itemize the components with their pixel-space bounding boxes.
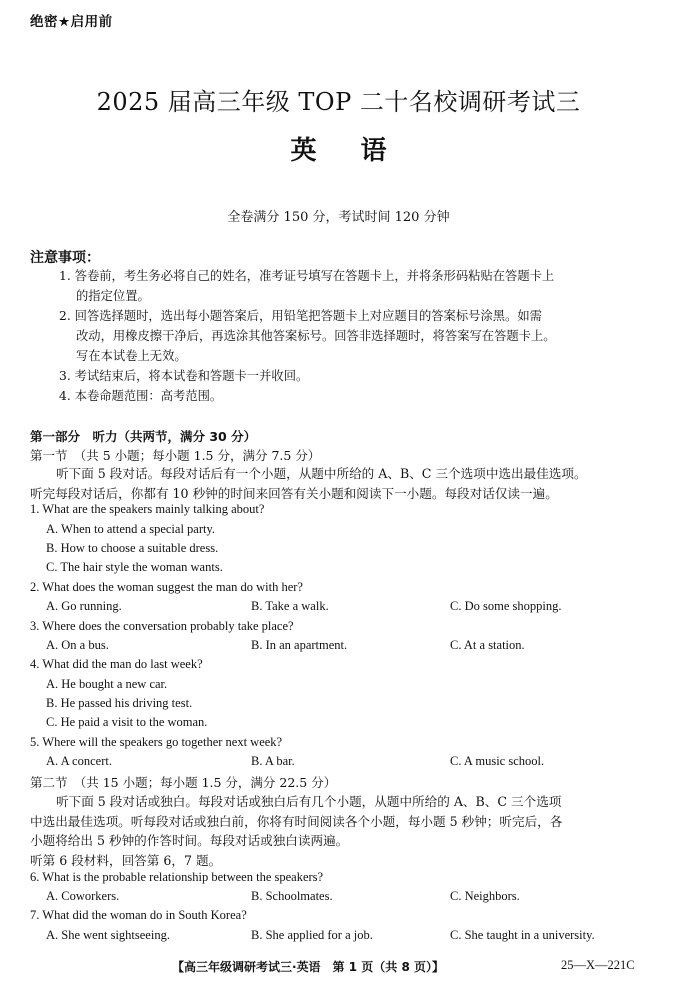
instruction-line: 中选出最佳选项。听每段对话或独白前，你将有时间阅读各个小题，每小题 5 秒钟；听完后，各 (30, 813, 563, 829)
note-line: 1. 答卷前，考生务必将自己的姓名，准考证号填写在答题卡上，并将条形码粘贴在答题卡上 (59, 269, 555, 283)
instruction-line: 听下面 5 段对话。每段对话后有一个小题，从题中所给的 A、B、C 三个选项中选出最佳选项。 (56, 466, 587, 481)
exam-info: 全卷满分 150 分，考试时间 120 分钟 (227, 210, 450, 225)
option-6c: C. Neighbors. (450, 889, 520, 903)
note-line: 2. 回答选择题时，选出每小题答案后，用铅笔把答题卡上对应题目的答案标号涂黑。如需 (59, 309, 542, 323)
option-7a: A. She went sightseeing. (46, 928, 170, 942)
footer-code: 25—X—221C (561, 958, 635, 972)
note-item (59, 306, 659, 366)
option-5c: C. A music school. (450, 754, 545, 768)
option-6a: A. Coworkers. (46, 889, 120, 903)
note-line: 的指定位置。 (76, 289, 150, 303)
note-item (59, 266, 659, 306)
part1-heading: 第一部分 听力（共两节，满分 30 分） (30, 429, 257, 444)
note-item (59, 366, 659, 386)
question-3: 3. Where does the conversation probably take place? (30, 619, 294, 633)
question-1: 1. What are the speakers mainly talking about? (30, 502, 265, 516)
footer-page-info: 【高三年级调研考试三·英语 第 1 页（共 8 页）】 (172, 960, 444, 974)
instruction-line: 听下面 5 段对话或独白。每段对话或独白后有几个小题，从题中所给的 A、B、C 三个选项 (56, 794, 562, 809)
subject-title (0, 130, 677, 167)
question-7: 7. What did the woman do in South Korea? (30, 908, 247, 922)
question-6: 6. What is the probable relationship between the speakers? (30, 870, 324, 884)
option-4a: A. He bought a new car. (46, 677, 168, 691)
option-2c: C. Do some shopping. (450, 599, 562, 613)
question-5: 5. Where will the speakers go together next week? (30, 735, 283, 749)
note-line: 改动，用橡皮擦干净后，再选涂其他答案标号。回答非选择题时，将答案写在答题卡上。 (76, 329, 556, 343)
note-line: 写在本试卷上无效。 (76, 349, 187, 363)
option-1c: C. The hair style the woman wants. (46, 560, 223, 574)
option-1b: B. How to choose a suitable dress. (46, 541, 219, 555)
option-4b: B. He passed his driving test. (46, 696, 193, 710)
option-3c: C. At a station. (450, 638, 525, 652)
section1-heading: 第一节 （共 5 小题；每小题 1.5 分，满分 7.5 分） (30, 448, 321, 463)
material-instruction: 听第 6 段材料，回答第 6，7 题。 (30, 852, 222, 868)
instruction-line: 小题将给出 5 秒钟的作答时间。每段对话或独白读两遍。 (30, 833, 349, 848)
subject-char-1: 英 (290, 136, 317, 166)
question-2: 2. What does the woman suggest the man do with her? (30, 580, 303, 594)
note-item (59, 386, 659, 406)
section2-heading: 第二节 （共 15 小题；每小题 1.5 分，满分 22.5 分） (30, 775, 337, 790)
notes-list (59, 266, 659, 406)
instruction-line: 听完每段对话后，你都有 10 秒钟的时间来回答有关小题和阅读下一小题。每段对话仅读一遍。 (30, 485, 558, 501)
subject-char-2: 语 (360, 136, 387, 166)
notes-title: 注意事项： (30, 250, 100, 266)
option-7b: B. She applied for a job. (251, 928, 373, 942)
option-2a: A. Go running. (46, 599, 122, 613)
note-line: 3. 考试结束后，将本试卷和答题卡一并收回。 (59, 369, 309, 383)
option-5b: B. A bar. (251, 754, 295, 768)
option-2b: B. Take a walk. (251, 599, 329, 613)
section2-instructions (30, 792, 650, 870)
option-1a: A. When to attend a special party. (46, 522, 216, 536)
exam-title: 2025 届高三年级 TOP 二十名校调研考试三 (96, 88, 581, 116)
question-4: 4. What did the man do last week? (30, 657, 203, 671)
note-line: 4. 本卷命题范围：高考范围。 (59, 389, 223, 403)
confidential-label: 绝密★启用前 (30, 14, 113, 30)
section1-instructions (30, 464, 650, 503)
option-3b: B. In an apartment. (251, 638, 348, 652)
option-3a: A. On a bus. (46, 638, 109, 652)
option-4c: C. He paid a visit to the woman. (46, 715, 208, 729)
option-5a: A. A concert. (46, 754, 112, 768)
option-7c: C. She taught in a university. (450, 928, 595, 942)
option-6b: B. Schoolmates. (251, 889, 333, 903)
